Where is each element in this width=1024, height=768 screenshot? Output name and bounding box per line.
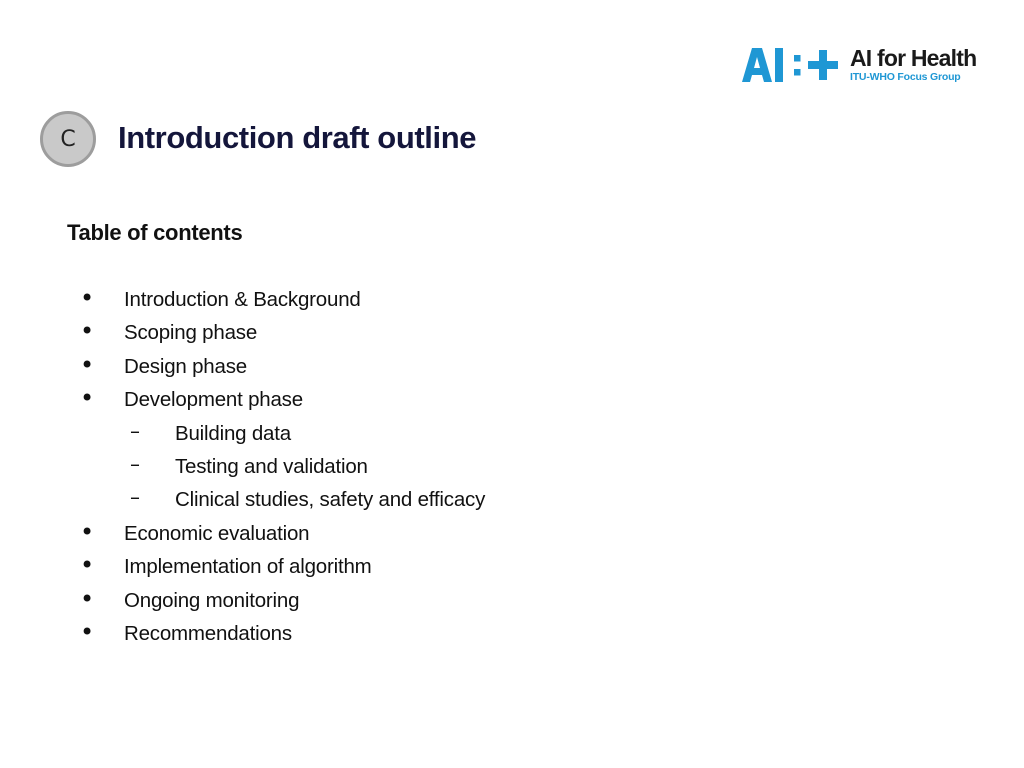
- dash-icon: –: [130, 418, 140, 443]
- ai-for-health-logo: [742, 44, 992, 88]
- table-of-contents: [0, 283, 485, 650]
- bullet-icon: •: [80, 551, 94, 580]
- logo-title: AI for Health: [850, 45, 977, 71]
- toc-item: [0, 517, 485, 550]
- toc-item-label: Design phase: [124, 354, 247, 378]
- bullet-icon: •: [80, 617, 94, 646]
- logo-subtitle: ITU-WHO Focus Group: [850, 71, 961, 83]
- toc-item: [0, 283, 485, 316]
- toc-item-label: Ongoing monitoring: [124, 588, 300, 612]
- toc-item-label: Clinical studies, safety and efficacy: [175, 488, 486, 512]
- toc-item: [0, 550, 485, 583]
- bullet-icon: •: [80, 284, 94, 312]
- toc-item: [0, 617, 485, 650]
- bullet-icon: •: [80, 384, 94, 413]
- section-badge: C: [40, 111, 96, 167]
- page-title: Introduction draft outline: [118, 120, 477, 155]
- dash-icon: –: [130, 485, 140, 510]
- dash-icon: –: [130, 451, 140, 476]
- toc-subitem: [0, 417, 485, 450]
- section-heading: Table of contents: [67, 220, 243, 245]
- toc-item-label: Introduction & Background: [124, 288, 361, 311]
- toc-item-label: Testing and validation: [175, 454, 368, 478]
- toc-item-label: Scoping phase: [124, 321, 258, 345]
- bullet-icon: •: [80, 317, 94, 346]
- toc-item-label: Recommendations: [124, 621, 292, 645]
- toc-item-label: Implementation of algorithm: [124, 555, 372, 579]
- bullet-icon: •: [80, 517, 94, 546]
- bullet-icon: •: [80, 350, 94, 379]
- toc-item-label: Economic evaluation: [124, 521, 310, 545]
- toc-item-label: Building data: [175, 421, 291, 445]
- bullet-icon: •: [80, 584, 94, 613]
- toc-item: [0, 316, 485, 349]
- toc-item: [0, 350, 485, 383]
- toc-subitem: [0, 450, 485, 483]
- ai-plus-logo-icon: [742, 44, 844, 84]
- toc-item-label: Development phase: [124, 388, 303, 412]
- toc-item: [0, 383, 485, 416]
- toc-item: [0, 584, 485, 617]
- toc-subitem: [0, 483, 485, 516]
